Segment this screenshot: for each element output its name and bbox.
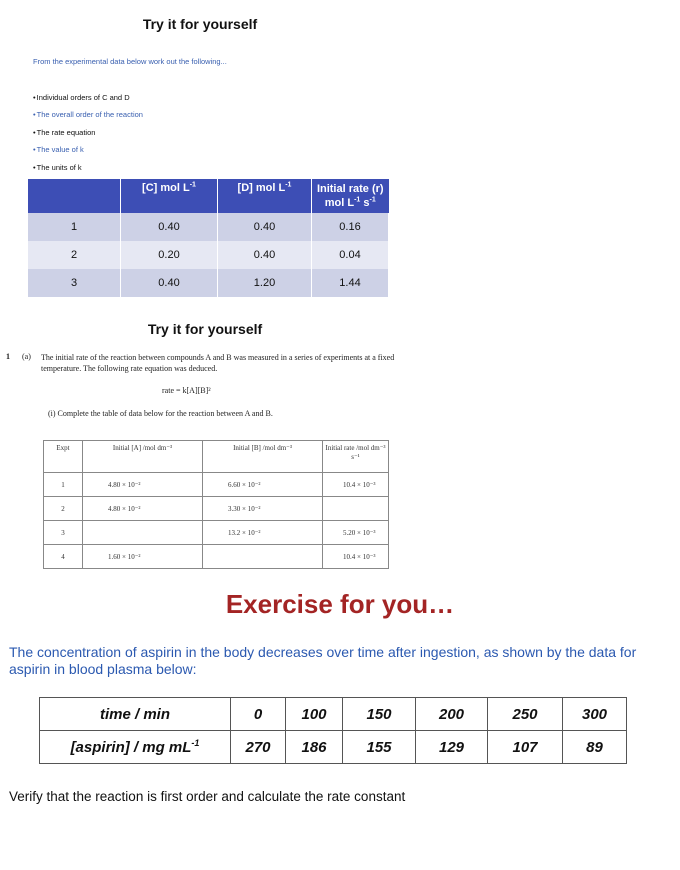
bullet-text: The value of k xyxy=(36,145,84,154)
header-c: [C] mol $L^{-1}$ xyxy=(121,179,218,213)
time-label: time / min xyxy=(40,698,231,731)
time-value: 150 xyxy=(343,698,416,731)
table-row xyxy=(44,545,389,569)
bullet-item: •Individual orders of C and D xyxy=(33,93,130,102)
time-value: 0 xyxy=(231,698,286,731)
cell-d: 0.40 xyxy=(218,241,312,269)
cell-d: 0.40 xyxy=(218,213,312,241)
table-header-row xyxy=(28,179,389,213)
concentration-value: 129 xyxy=(416,731,488,764)
cell-b-blank[interactable] xyxy=(203,545,323,569)
header-d: [D] mol $L^{-1}$ xyxy=(218,179,312,213)
concentration-value: 89 xyxy=(563,731,627,764)
cell-rate: 1.44 xyxy=(312,269,389,297)
header-expt xyxy=(28,179,121,213)
question-part: (a) xyxy=(22,352,31,361)
section1-title: Try it for yourself xyxy=(142,16,258,32)
cell-expt: 2 xyxy=(28,241,121,269)
table-row xyxy=(28,241,389,269)
cell-expt: 2 xyxy=(44,497,83,521)
cell-expt: 3 xyxy=(28,269,121,297)
cell-b: 3.30 × 10⁻² xyxy=(203,497,323,521)
question-text: The initial rate of the reaction between compounds A and B was measured in a series of experiments at a fixed temperature. The following rate equation was deduced. xyxy=(41,353,395,373)
cell-rate: 10.4 × 10⁻³ xyxy=(323,545,389,569)
cell-rate: 5.20 × 10⁻³ xyxy=(323,521,389,545)
exam-data-table xyxy=(43,440,389,569)
header-rate: Initial rate (r) mol $L^{-1}$ $s^{-1}$ xyxy=(312,179,389,213)
table-row xyxy=(44,521,389,545)
time-value: 200 xyxy=(416,698,488,731)
time-value: 100 xyxy=(286,698,343,731)
sub-question: (i) Complete the table of data below for the reaction between A and B. xyxy=(48,409,273,418)
aspirin-table xyxy=(39,697,627,764)
header-a: Initial [A] /mol dm⁻³ xyxy=(83,441,203,473)
cell-rate-blank[interactable] xyxy=(323,497,389,521)
cell-d: 1.20 xyxy=(218,269,312,297)
time-value: 250 xyxy=(488,698,563,731)
time-value: 300 xyxy=(563,698,627,731)
bullet-text: The rate equation xyxy=(36,128,96,137)
concentration-value: 270 xyxy=(231,731,286,764)
cell-a: 4.80 × 10⁻² xyxy=(83,473,203,497)
cell-rate: 10.4 × 10⁻³ xyxy=(323,473,389,497)
question-number: 1 xyxy=(6,352,10,361)
table-row xyxy=(44,497,389,521)
bullet-text: Individual orders of C and D xyxy=(36,93,130,102)
exercise-instruction: Verify that the reaction is first order and calculate the rate constant xyxy=(9,789,406,804)
concentration-label: [aspirin] / mg $mL^{-1}$ xyxy=(40,731,231,764)
section2-title: Try it for yourself xyxy=(147,321,263,337)
header-b: Initial [B] /mol dm⁻³ xyxy=(203,441,323,473)
bullet-item: •The units of k xyxy=(33,163,82,172)
cell-expt: 4 xyxy=(44,545,83,569)
bullet-item: •The overall order of the reaction xyxy=(33,110,143,119)
table-row xyxy=(28,213,389,241)
header-rate: Initial rate /mol dm⁻³ s⁻¹ xyxy=(323,441,389,473)
cell-a-blank[interactable] xyxy=(83,521,203,545)
cell-a: 4.80 × 10⁻² xyxy=(83,497,203,521)
rate-equation: rate = k[A][B]² xyxy=(162,386,211,395)
bullet-item: •The value of k xyxy=(33,145,84,154)
concentration-value: 155 xyxy=(343,731,416,764)
time-row xyxy=(40,698,627,731)
cell-rate: 0.04 xyxy=(312,241,389,269)
bullet-item: •The rate equation xyxy=(33,128,96,137)
exercise-title: Exercise for you… xyxy=(225,589,455,619)
rate-data-table xyxy=(28,179,389,297)
cell-b: 6.60 × 10⁻² xyxy=(203,473,323,497)
table-row xyxy=(28,269,389,297)
exercise-paragraph: The concentration of aspirin in the body decreases over time after ingestion, as shown by the data for aspirin in blood plasma below: xyxy=(9,644,637,677)
cell-c: 0.20 xyxy=(121,241,218,269)
bullet-text: The overall order of the reaction xyxy=(36,110,143,119)
table-row xyxy=(44,473,389,497)
concentration-value: 186 xyxy=(286,731,343,764)
section1-intro: From the experimental data below work out the following... xyxy=(33,57,227,66)
cell-expt: 1 xyxy=(44,473,83,497)
cell-a: 1.60 × 10⁻² xyxy=(83,545,203,569)
concentration-value: 107 xyxy=(488,731,563,764)
cell-b: 13.2 × 10⁻² xyxy=(203,521,323,545)
cell-expt: 3 xyxy=(44,521,83,545)
bullet-text: The units of k xyxy=(36,163,82,172)
cell-expt: 1 xyxy=(28,213,121,241)
cell-c: 0.40 xyxy=(121,213,218,241)
concentration-row xyxy=(40,731,627,764)
cell-c: 0.40 xyxy=(121,269,218,297)
header-expt: Expt xyxy=(44,441,83,473)
cell-rate: 0.16 xyxy=(312,213,389,241)
table-header-row xyxy=(44,441,389,473)
